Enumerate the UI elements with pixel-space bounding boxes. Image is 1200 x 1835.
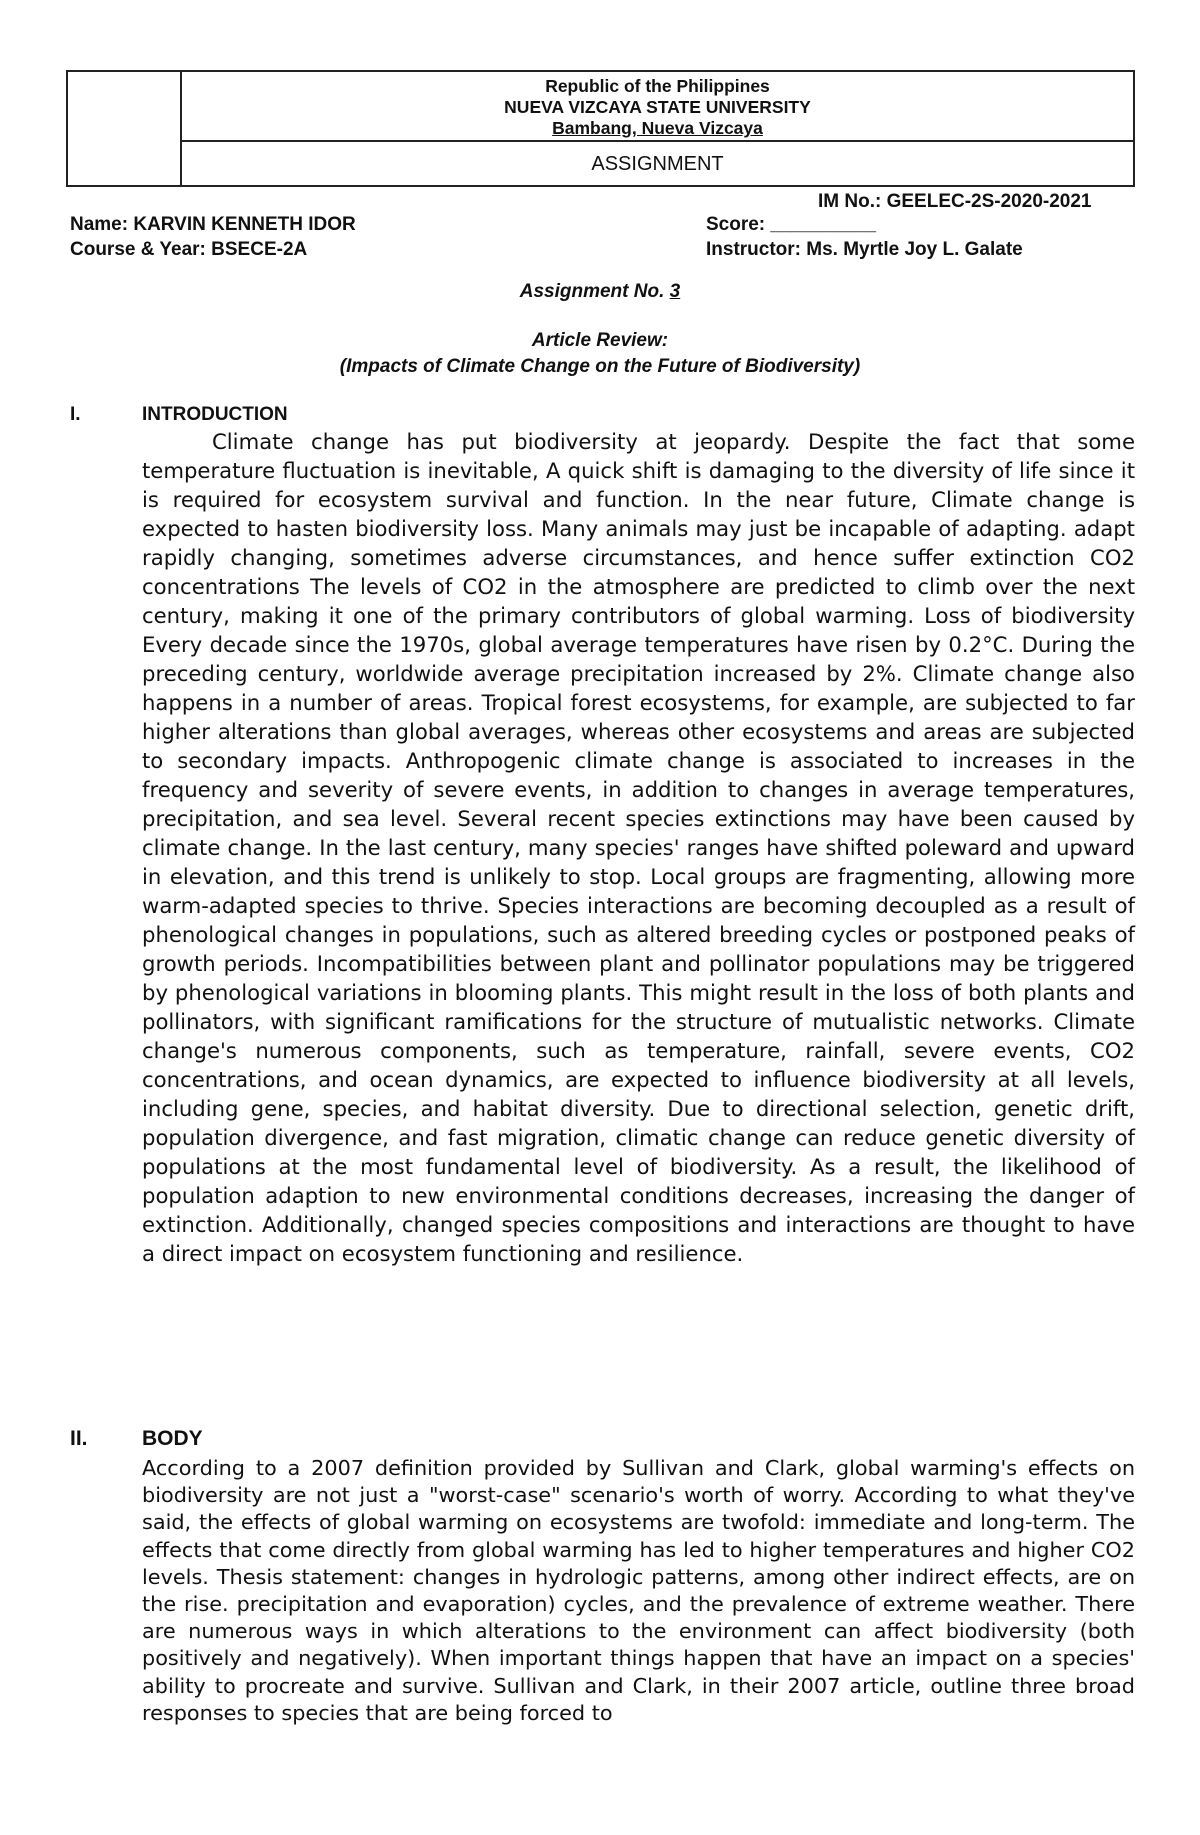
im-number: IM No.: GEELEC-2S-2020-2021 <box>818 191 1092 212</box>
logo-cell <box>68 72 182 185</box>
assignment-label: Assignment No. <box>519 281 670 302</box>
header-table <box>66 70 1135 187</box>
article-review-label: Article Review: <box>531 330 669 351</box>
republic-line: Republic of the Philippines <box>545 76 770 96</box>
institution-block <box>182 72 1133 142</box>
course-year: Course & Year: BSECE-2A <box>70 239 308 260</box>
intro-paragraph: Climate change has put biodiversity at jeopardy. Despite the fact that some temperature fluctuation is inevitable, A quick shift is damaging to the diversity of life since it is required for ecosystem survival and function. In the near future, Climate change is expected to hasten biodiversity loss. Many animals may just be incapable of adapting. adapt rapidly changing, sometimes adverse circumstances, and hence suffer extinction CO2 concentrations The levels of CO2 in the atmosphere are predicted to climb over the next century, making it one of the primary contributors of global warming. Loss of biodiversity Every decade since the 1970s, global average temperatures have risen by 0.2°C. During the preceding century, worldwide average precipitation increased by 2%. Climate change also happens in a number of areas. Tropical forest ecosystems, for example, are subjected to far higher alterations than global averages, whereas other ecosystems and areas are subjected to secondary impacts. Anthropogenic climate change is associated to increases in the frequency and severity of severe events, in addition to changes in average temperatures, precipitation, and sea level. Several recent species extinctions may have been caused by climate change. In the last century, many species' ranges have shifted poleward and upward in elevation, and this trend is unlikely to stop. Local groups are fragmenting, allowing more warm-adapted species to thrive. Species interactions are becoming decoupled as a result of phenological changes in populations, such as altered breeding cycles or postponed peaks of growth periods. Incompatibilities between plant and pollinator populations may be triggered by phenological variations in blooming plants. This might result in the loss of both plants and pollinators, with significant ramifications for the structure of mutualistic networks. Climate change's numerous components, such as temperature, rainfall, severe events, CO2 concentrations, and ocean dynamics, are expected to influence biodiversity at all levels, including gene, species, and habitat diversity. Due to directional selection, genetic drift, population divergence, and fast migration, climatic change can reduce genetic diversity of populations at the most fundamental level of biodiversity. As a result, the likelihood of population adaption to new environmental conditions decreases, increasing the danger of extinction. Additionally, changed species compositions and interactions are thought to have a direct impact on ecosystem functioning and resilience. <box>142 429 1135 1266</box>
assignment-number: 3 <box>669 281 681 302</box>
instructor-name: Instructor: Ms. Myrtle Joy L. Galate <box>706 239 1023 260</box>
university-name: NUEVA VIZCAYA STATE UNIVERSITY <box>504 97 811 117</box>
campus-location: Bambang, Nueva Vizcaya <box>552 118 763 138</box>
body-section-number: II. <box>70 1427 88 1450</box>
score-field: Score: __________ <box>706 214 877 235</box>
student-name: Name: KARVIN KENNETH IDOR <box>70 214 356 235</box>
intro-section-number: I. <box>70 404 81 425</box>
intro-section-title: INTRODUCTION <box>142 404 288 425</box>
document-type: ASSIGNMENT <box>591 153 724 175</box>
body-section-title: BODY <box>142 1427 203 1450</box>
assignment-number-line <box>0 281 1200 303</box>
article-review-title: (Impacts of Climate Change on the Future of Biodiversity) <box>339 356 861 377</box>
body-paragraph: According to a 2007 definition provided by Sullivan and Clark, global warming's effects on biodiversity are not just a "worst-case" scenario's worth of worry. According to what they've said, the effects of global warming on ecosystems are twofold: immediate and long-term. The effects that come directly from global warming has led to higher temperatures and higher CO2 levels. Thesis statement: changes in hydrologic patterns, among other indirect effects, are on the rise. precipitation and evaporation) cycles, and the prevalence of extreme weather. There are numerous ways in which alterations to the environment can affect biodiversity (both positively and negatively). When important things happen that have an impact on a species' ability to procreate and survive. Sullivan and Clark, in their 2007 article, outline three broad responses to species that are being forced to <box>142 1456 1135 1725</box>
